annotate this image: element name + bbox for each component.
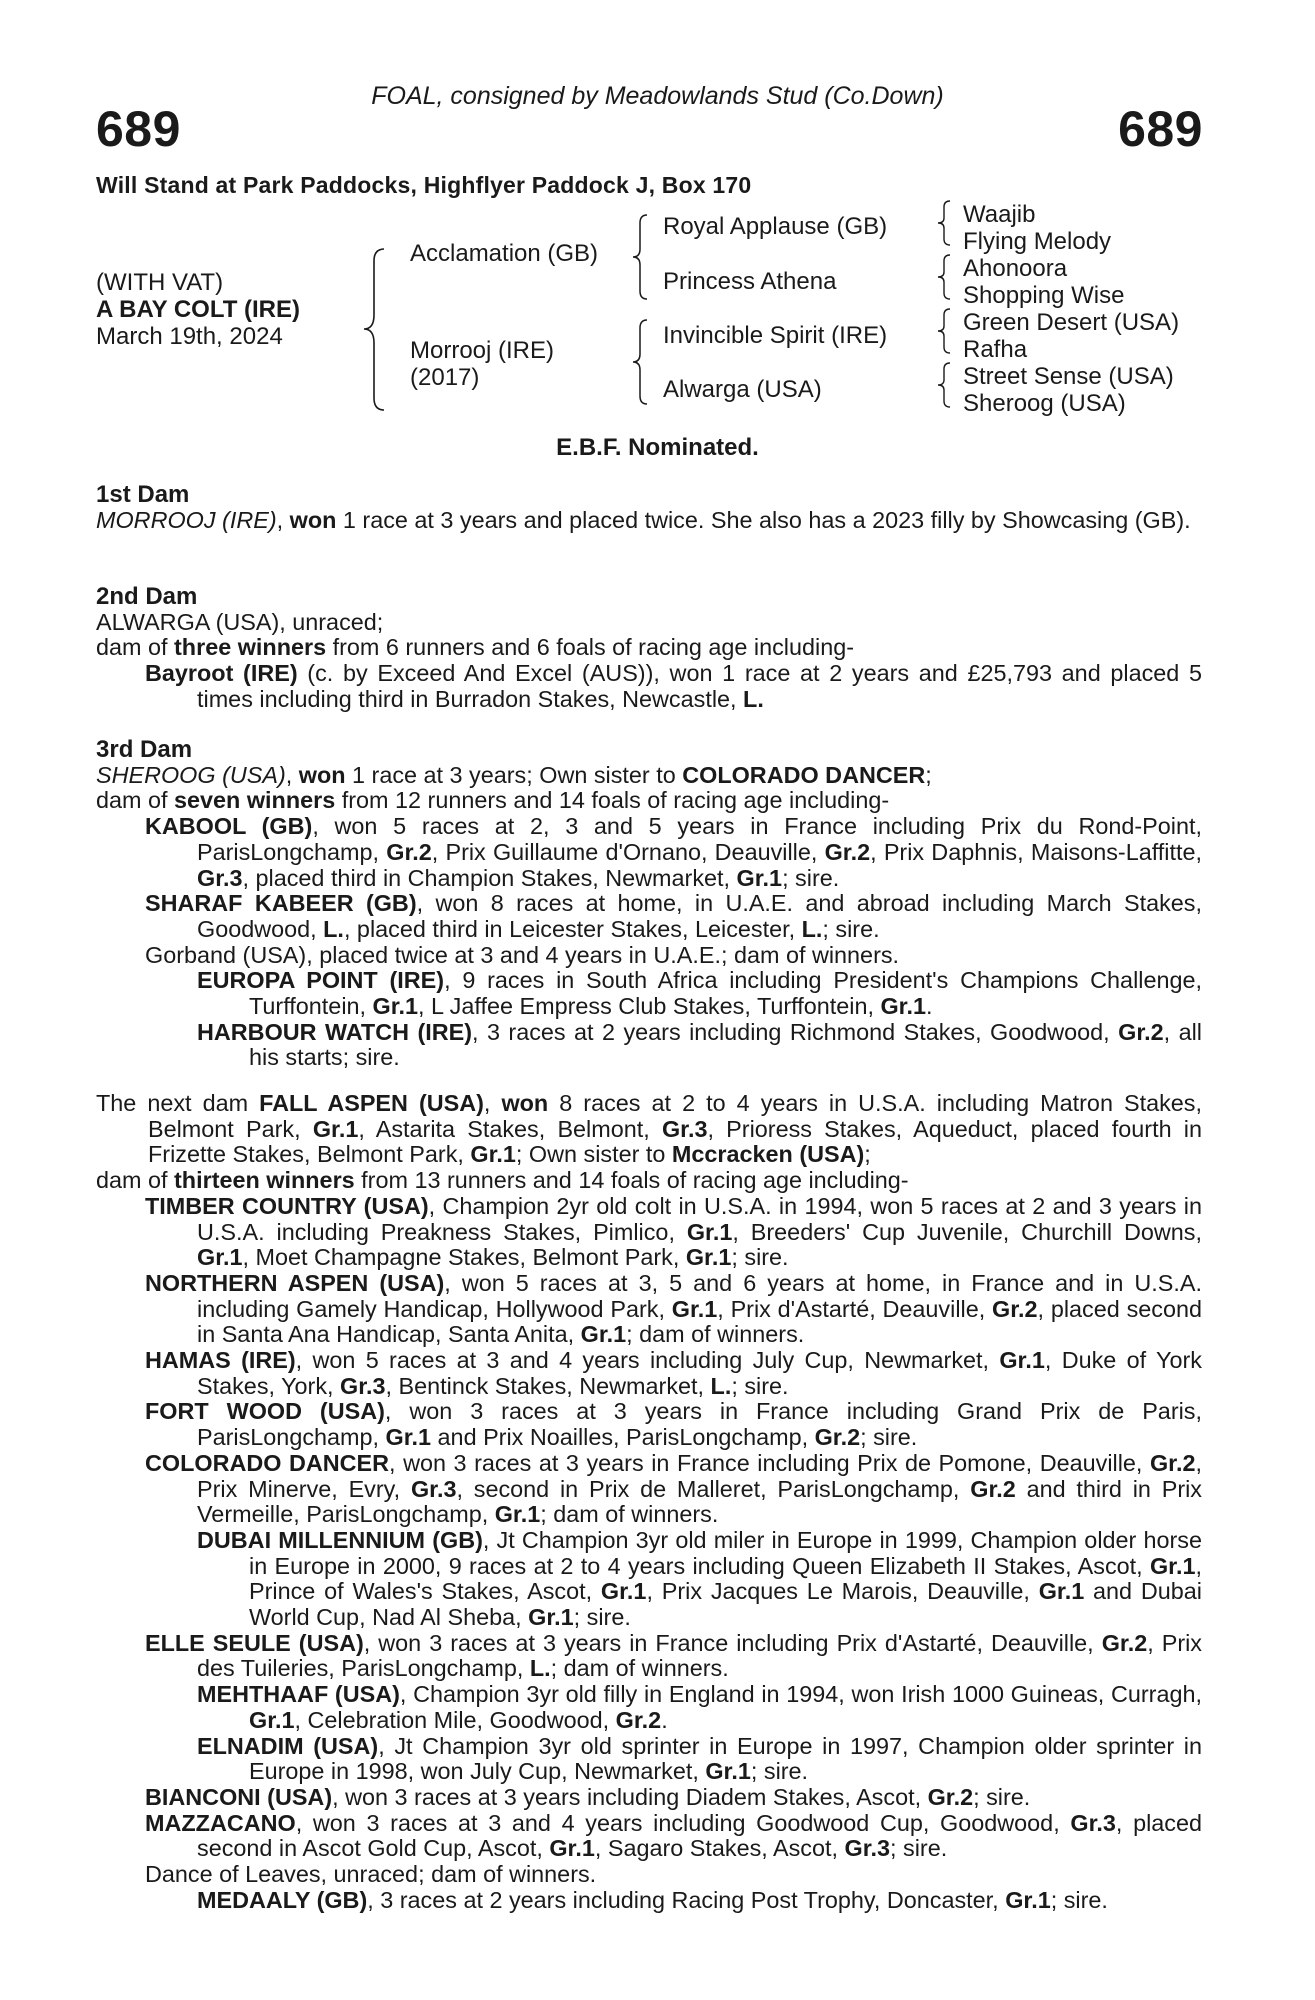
grand-progeny-entry: [96, 1734, 1202, 1785]
text-run: ; dam of winners.: [540, 1501, 719, 1528]
text-run: ; sire.: [573, 1604, 631, 1631]
text-run: , 3 races at 2 years including Racing Post Trophy, Doncaster,: [367, 1886, 1006, 1913]
bold-text: Gr.1: [1005, 1886, 1051, 1913]
text-run: .: [661, 1706, 668, 1733]
text-run: , Prix des Tuileries, ParisLongchamp,: [197, 1629, 1202, 1682]
bold-text: MAZZACANO: [145, 1809, 296, 1836]
bold-text: Gr.2: [927, 1783, 974, 1810]
text-run: ; sire.: [731, 1372, 789, 1399]
bold-text: Gr.3: [197, 864, 243, 891]
text-run: (c. by Exceed And Excel (AUS)), won 1 race at 2 years and £25,793 and placed 5 times including third in Burradon Stakes, Newcastle,: [197, 660, 1202, 712]
bold-text: TIMBER COUNTRY (USA): [145, 1192, 429, 1219]
bold-text: Gr.2: [814, 1424, 861, 1451]
text-run: ; sire.: [782, 864, 840, 891]
text-run: ; sire.: [973, 1783, 1031, 1810]
consignment-line: FOAL, consigned by Meadowlands Stud (Co.Down): [371, 82, 944, 110]
text-run: ; sire.: [1050, 1886, 1108, 1913]
text-run: , all his starts; sire.: [249, 1018, 1202, 1071]
section-3rd-dam: [96, 737, 1202, 1071]
text-run: , Moet Champagne Stakes, Belmont Park,: [242, 1244, 686, 1271]
pedigree-brace-g4: [935, 361, 953, 409]
text-run: ; sire.: [731, 1244, 789, 1271]
text-run: , placed second in Ascot Gold Cup, Ascot,: [197, 1809, 1202, 1862]
bold-text: Gr.1: [685, 1244, 732, 1271]
bold-text: Bayroot (IRE): [145, 660, 298, 687]
bold-text: EUROPA POINT (IRE): [197, 967, 445, 994]
text-run: 1 race at 3 years; Own sister to: [345, 761, 683, 788]
progeny-entry: [96, 1194, 1202, 1271]
bold-text: MEDAALY (GB): [197, 1886, 368, 1913]
heading-3rd-dam: 3rd Dam: [96, 736, 193, 763]
grand-progeny-entry: [96, 1020, 1202, 1071]
gg-dam-2: Shopping Wise: [963, 282, 1125, 309]
bold-text: Gr.2: [1118, 1018, 1164, 1045]
progeny-entry: [96, 1399, 1202, 1450]
text-run: , Jt Champion 3yr old sprinter in Europe in 1997, Champion older sprinter in Europe in 1998, won July Cup, Newmarket,: [249, 1732, 1203, 1785]
bold-text: Gr.3: [661, 1115, 708, 1142]
gg-sire-4: Street Sense (USA): [963, 363, 1174, 390]
bold-text: BIANCONI (USA): [145, 1783, 333, 1810]
pedigree-brace-g3: [935, 307, 953, 355]
bold-text: Gr.1: [372, 993, 419, 1020]
pedigree-brace-g2: [935, 253, 953, 301]
text-run: , Astarita Stakes, Belmont,: [358, 1115, 662, 1142]
dam-dam: Alwarga (USA): [663, 376, 822, 403]
bold-text: Gr.1: [880, 993, 926, 1020]
bold-text: three winners: [174, 634, 327, 661]
gg-dam-1: Flying Melody: [963, 228, 1112, 255]
text-run: , Prix Guillaume d'Ornano, Deauville,: [431, 838, 825, 865]
bold-text: Gr.1: [249, 1706, 295, 1733]
section-1st-dam: [96, 482, 1202, 533]
text-run: , Prix d'Astarté, Deauville,: [717, 1295, 993, 1322]
text-run: , Champion 2yr old colt in U.S.A. in 1994, won 5 races at 2 and 3 years in U.S.A. including Preakness Stakes, Pimlico,: [197, 1192, 1202, 1245]
text-run: , won 3 races at 3 years including Diadem Stakes, Ascot,: [332, 1783, 928, 1810]
text-run: , placed third in Leicester Stakes, Leicester,: [343, 915, 802, 942]
section-2nd-dam: [96, 584, 1202, 713]
progeny-entry: [96, 1451, 1202, 1528]
bold-text: ELNADIM (USA): [197, 1732, 379, 1759]
bold-text: L.: [801, 915, 823, 942]
bold-text: Gr.2: [992, 1295, 1038, 1322]
text-run: from 12 runners and 14 foals of racing age including-: [335, 787, 890, 814]
text-run: , placed second in Santa Ana Handicap, Santa Anita,: [197, 1295, 1202, 1348]
bold-text: Gr.2: [386, 838, 432, 865]
text-run: , won 5 races at 3 and 4 years including July Cup, Newmarket,: [295, 1347, 1000, 1374]
text-run: dam of: [96, 1167, 175, 1194]
bold-text: ELLE SEULE (USA): [145, 1629, 364, 1656]
text-run: 8 races at 2 to 4 years in U.S.A. including Matron Stakes, Belmont Park,: [148, 1090, 1202, 1142]
progeny-entry: [96, 1348, 1202, 1399]
text-run: , won 3 races at 3 years in France including Grand Prix de Paris, ParisLongchamp,: [197, 1398, 1202, 1451]
text-run: ; dam of winners.: [550, 1655, 729, 1682]
bold-text: Gr.1: [686, 1218, 733, 1245]
text-run: , L Jaffee Empress Club Stakes, Turffontein,: [418, 993, 881, 1020]
italic-text: SHEROOG (USA): [96, 761, 286, 788]
grand-progeny-entry: [96, 1888, 1202, 1914]
lot-number-right: 689: [1118, 101, 1203, 157]
text-run: 1 race at 3 years and placed twice. She also has a 2023 filly by Showcasing (GB).: [336, 506, 1191, 533]
text-run: , Bentinck Stakes, Newmarket,: [385, 1372, 711, 1399]
bold-text: seven winners: [174, 787, 336, 814]
bold-text: Gr.1: [494, 1501, 541, 1528]
text-run: ; Own sister to: [515, 1141, 672, 1168]
bold-text: DUBAI MILLENNIUM (GB): [197, 1526, 483, 1553]
text-run: ; sire.: [822, 915, 880, 942]
dam-produce-summary: [96, 635, 1202, 661]
text-run: , Prix Minerve, Evry,: [197, 1449, 1202, 1502]
progeny-entry: [96, 943, 1202, 969]
text-run: , 9 races in South Africa including President's Champions Challenge, Turffontein,: [249, 967, 1202, 1020]
bold-text: won: [289, 506, 337, 533]
bold-text: Gr.1: [999, 1347, 1045, 1374]
heading-2nd-dam: 2nd Dam: [96, 583, 198, 610]
text-run: ;: [925, 761, 932, 788]
text-run: ,: [285, 761, 299, 788]
bold-text: Gr.1: [580, 1321, 627, 1348]
text-run: .: [925, 993, 933, 1020]
italic-text: MORROOJ (IRE): [96, 506, 277, 533]
bold-text: HAMAS (IRE): [145, 1347, 296, 1374]
bold-text: Gr.1: [1038, 1578, 1085, 1605]
text-run: ; dam of winners.: [626, 1321, 805, 1348]
bold-text: Gr.1: [470, 1141, 516, 1168]
text-run: , Duke of York Stakes, York,: [197, 1347, 1202, 1399]
text-run: , Breeders' Cup Juvenile, Churchill Downs,: [732, 1218, 1202, 1245]
bold-text: KABOOL (GB): [145, 813, 313, 840]
bold-text: Gr.3: [1070, 1809, 1116, 1836]
bold-text: L.: [743, 685, 764, 712]
bold-text: Gr.1: [671, 1295, 718, 1322]
sire: Acclamation (GB): [410, 240, 599, 267]
dam-paragraph: [96, 763, 1202, 789]
text-run: , second in Prix de Malleret, ParisLongchamp,: [456, 1475, 971, 1502]
bold-text: SHARAF KABEER (GB): [145, 890, 417, 917]
grand-progeny-entry: [96, 968, 1202, 1019]
ebf-nominated: E.B.F. Nominated.: [556, 434, 759, 461]
bold-text: Mccracken (USA): [671, 1141, 865, 1168]
dam-paragraph: [96, 1091, 1202, 1168]
bold-text: Gr.1: [528, 1604, 574, 1631]
bold-text: L.: [323, 915, 344, 942]
bold-text: won: [501, 1090, 549, 1116]
text-run: , Celebration Mile, Goodwood,: [294, 1706, 616, 1733]
bold-text: FALL ASPEN (USA): [259, 1090, 484, 1116]
horse-name: A BAY COLT (IRE): [96, 296, 301, 323]
bold-text: FORT WOOD (USA): [145, 1398, 385, 1425]
bold-text: Gr.2: [615, 1706, 662, 1733]
text-run: , Prix Daphnis, Maisons-Laffitte,: [870, 838, 1203, 865]
dam-name: Morrooj (IRE): [410, 337, 555, 364]
gg-dam-4: Sheroog (USA): [963, 390, 1126, 417]
text-run: , won 3 races at 3 and 4 years including Goodwood Cup, Goodwood,: [295, 1809, 1071, 1836]
text-run: , Sagaro Stakes, Ascot,: [594, 1835, 845, 1862]
sire-dam: Princess Athena: [663, 268, 837, 295]
text-run: from 13 runners and 14 foals of racing age including-: [354, 1167, 909, 1194]
text-run: The next dam: [96, 1090, 260, 1116]
gg-sire-3: Green Desert (USA): [963, 309, 1180, 336]
bold-text: COLORADO DANCER: [145, 1449, 390, 1476]
bold-text: Gr.3: [410, 1475, 457, 1502]
dam-produce-summary: [96, 1168, 1202, 1194]
bold-text: thirteen winners: [174, 1167, 355, 1194]
bold-text: Gr.1: [385, 1424, 432, 1451]
bold-text: Gr.1: [1149, 1552, 1196, 1579]
progeny-entry: [96, 891, 1202, 942]
bold-text: Gr.2: [1149, 1449, 1196, 1476]
text-run: , Champion 3yr old filly in England in 1994, won Irish 1000 Guineas, Curragh,: [399, 1681, 1202, 1708]
gg-dam-3: Rafha: [963, 336, 1028, 363]
bold-text: L.: [710, 1372, 732, 1399]
text-run: , placed third in Champion Stakes, Newmarket,: [242, 864, 737, 891]
text-run: , won 3 races at 3 years in France including Prix de Pomone, Deauville,: [389, 1449, 1150, 1476]
text-run: ,: [483, 1090, 502, 1116]
text-run: ALWARGA (USA), unraced;: [96, 608, 384, 635]
dam-year: (2017): [410, 364, 480, 391]
text-run: ; sire.: [890, 1835, 948, 1862]
text-run: , Prix Jacques Le Marois, Deauville,: [646, 1578, 1039, 1605]
text-run: ; sire.: [860, 1424, 918, 1451]
bold-text: Gr.1: [197, 1244, 243, 1271]
text-run: and third in Prix Vermeille, ParisLongchamp,: [197, 1475, 1202, 1528]
dam-produce-summary: [96, 788, 1202, 814]
bold-text: Gr.1: [312, 1115, 359, 1142]
text-run: and Dubai World Cup, Nad Al Sheba,: [249, 1578, 1203, 1631]
bold-text: Gr.1: [705, 1758, 751, 1785]
text-run: from 6 runners and 6 foals of racing age including-: [326, 634, 854, 661]
text-run: Gorband (USA), placed twice at 3 and 4 years in U.A.E.; dam of winners.: [145, 941, 900, 968]
progeny-entry: [96, 1811, 1202, 1862]
text-run: , won 8 races at home, in U.A.E. and abroad including March Stakes, Goodwood,: [197, 890, 1203, 942]
progeny-entry: [96, 661, 1202, 712]
progeny-entry: [96, 1862, 1202, 1888]
text-run: , Prioress Stakes, Aqueduct, placed fourth in Frizette Stakes, Belmont Park,: [148, 1115, 1202, 1168]
bold-text: MEHTHAAF (USA): [197, 1681, 400, 1708]
text-run: Dance of Leaves, unraced; dam of winners.: [145, 1861, 597, 1888]
bold-text: Gr.2: [1101, 1629, 1148, 1656]
dam-paragraph: [96, 610, 1202, 636]
gg-sire-2: Ahonoora: [963, 255, 1068, 282]
bold-text: won: [298, 761, 346, 788]
foaling-date: March 19th, 2024: [96, 323, 283, 350]
progeny-entry: [96, 1271, 1202, 1348]
bold-text: Gr.1: [549, 1835, 595, 1862]
progeny-entry: [96, 1631, 1202, 1682]
text-run: ;: [864, 1141, 871, 1168]
grand-progeny-entry: [96, 1528, 1202, 1631]
progeny-entry: [96, 814, 1202, 891]
bold-text: HARBOUR WATCH (IRE): [197, 1018, 473, 1045]
vat-note: (WITH VAT): [96, 269, 224, 296]
section-next-dam: [96, 1091, 1202, 1914]
stand-location: Will Stand at Park Paddocks, Highflyer Paddock J, Box 170: [96, 172, 752, 198]
pedigree-brace-g1: [935, 199, 953, 247]
pedigree-brace-sire: [630, 213, 650, 301]
dam-sire: Invincible Spirit (IRE): [663, 322, 888, 349]
bold-text: Gr.3: [340, 1372, 386, 1399]
text-run: and Prix Noailles, ParisLongchamp,: [431, 1424, 815, 1451]
grand-progeny-entry: [96, 1682, 1202, 1733]
bold-text: Gr.1: [736, 864, 783, 891]
text-run: , won 5 races at 2, 3 and 5 years in France including Prix du Rond-Point, ParisLongchamp,: [197, 813, 1202, 865]
text-run: , won 3 races at 3 years in France including Prix d'Astarté, Deauville,: [363, 1629, 1102, 1656]
pedigree-brace-dam: [630, 318, 650, 406]
bold-text: Gr.3: [844, 1835, 891, 1862]
text-run: dam of: [96, 787, 175, 814]
bold-text: Gr.1: [600, 1578, 647, 1605]
bold-text: COLORADO DANCER: [682, 761, 926, 788]
sire-sire: Royal Applause (GB): [663, 213, 888, 240]
bold-text: Gr.2: [824, 838, 871, 865]
dam-paragraph: [96, 508, 1202, 534]
pedigree-brace-main: [360, 247, 388, 412]
bold-text: L.: [529, 1655, 551, 1682]
progeny-entry: [96, 1785, 1202, 1811]
gg-sire-1: Waajib: [963, 201, 1036, 228]
bold-text: Gr.2: [970, 1475, 1016, 1502]
bold-text: NORTHERN ASPEN (USA): [145, 1269, 445, 1296]
text-run: , Prince of Wales's Stakes, Ascot,: [249, 1552, 1202, 1605]
text-run: , Jt Champion 3yr old miler in Europe in 1999, Champion older horse in Europe in 2000, 9 races at 2 to 4 years including Queen Elizabeth II Stakes, Ascot,: [249, 1526, 1202, 1579]
text-run: ; sire.: [750, 1758, 809, 1785]
lot-number-left: 689: [96, 101, 181, 157]
text-run: dam of: [96, 634, 175, 661]
text-run: , 3 races at 2 years including Richmond Stakes, Goodwood,: [472, 1018, 1119, 1045]
text-run: , won 5 races at 3, 5 and 6 years at home, in France and in U.S.A. including Gamely Handicap, Hollywood Park,: [197, 1269, 1202, 1322]
text-run: ,: [276, 506, 290, 533]
heading-1st-dam: 1st Dam: [96, 481, 190, 508]
